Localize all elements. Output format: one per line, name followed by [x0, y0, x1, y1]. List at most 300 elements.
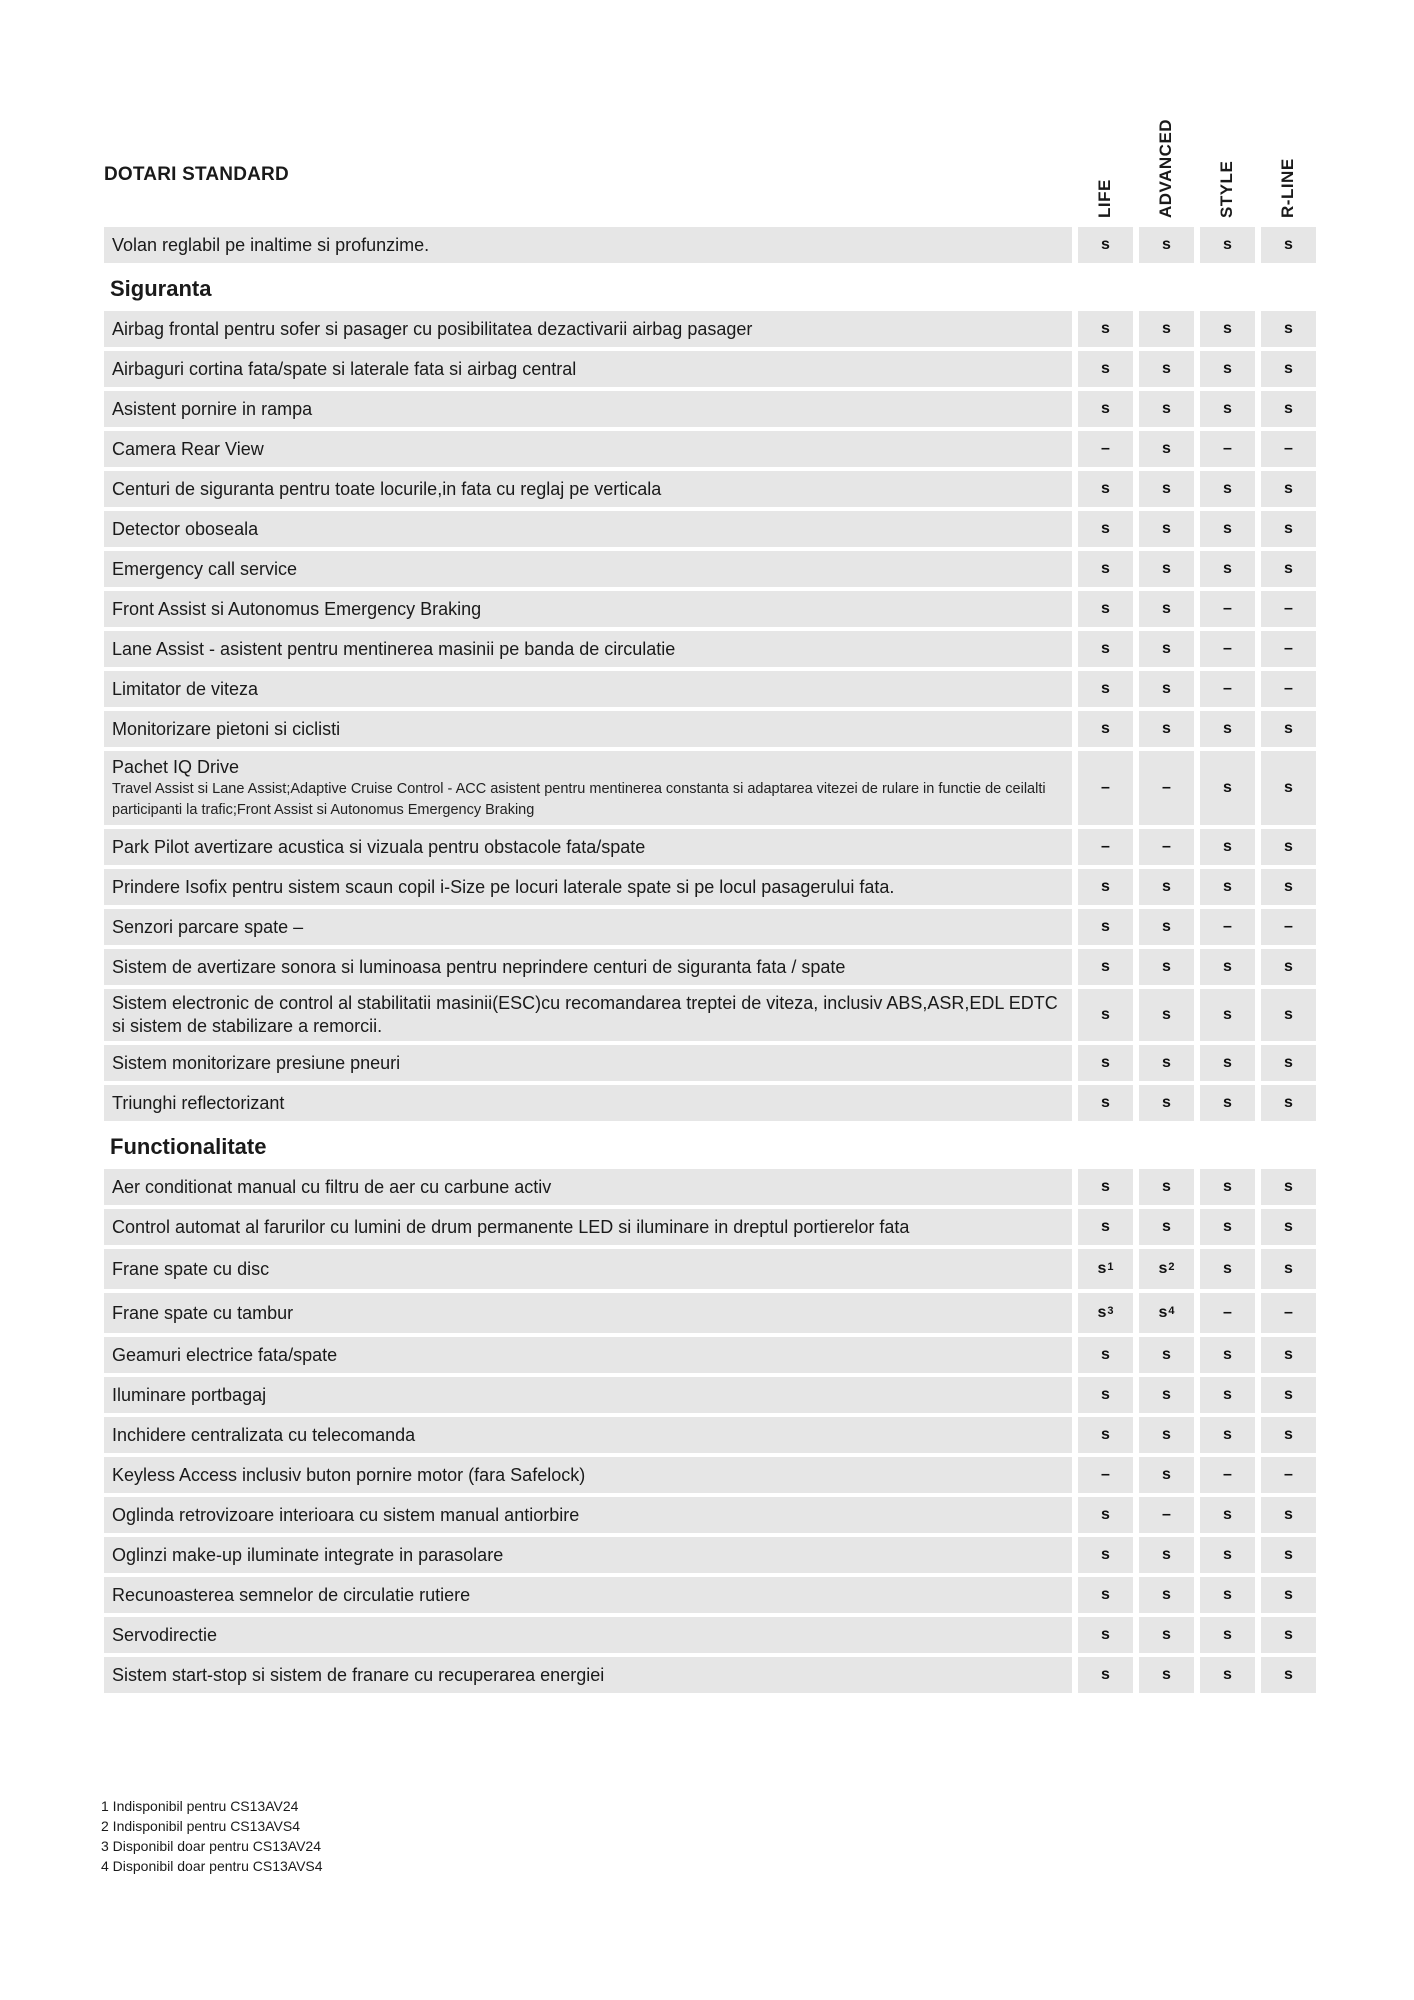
value-cell-advanced [1139, 989, 1194, 1041]
row-label [104, 351, 1072, 387]
value-cell-advanced [1139, 1169, 1194, 1205]
value-text: s [1162, 1626, 1171, 1643]
value-text: s [1284, 1426, 1293, 1443]
value-cell-advanced [1139, 431, 1194, 467]
value-cell-r-line [1261, 1457, 1316, 1493]
value-cell-advanced [1139, 1249, 1194, 1289]
row-label [104, 1537, 1072, 1573]
value-cell-r-line [1261, 989, 1316, 1041]
table-row [104, 511, 1320, 547]
value-text: s [1284, 1178, 1293, 1195]
table-title: DOTARI STANDARD [104, 164, 289, 185]
table-header [104, 120, 1320, 226]
value-cell-life [1078, 751, 1133, 825]
row-label [104, 829, 1072, 865]
row-label [104, 909, 1072, 945]
value-cell-life [1078, 1293, 1133, 1333]
value-text: s [1223, 1386, 1232, 1403]
value-text: s [1101, 1054, 1110, 1071]
value-cell-style [1200, 311, 1255, 347]
value-text: s [1097, 1260, 1107, 1277]
value-cell-style [1200, 1045, 1255, 1081]
feature-name: Sistem de avertizare sonora si luminoasa pentru neprindere centuri de siguranta fata / spate [112, 956, 846, 977]
value-text: s [1101, 320, 1110, 337]
value-text: s [1101, 1426, 1110, 1443]
value-cell-life [1078, 551, 1133, 587]
feature-name: Prindere Isofix pentru sistem scaun copil i-Size pe locuri laterale spate si pe locul pasagerului fata. [112, 876, 895, 897]
value-cell-r-line [1261, 591, 1316, 627]
value-text: s [1284, 838, 1293, 855]
value-cell-style [1200, 391, 1255, 427]
row-label [104, 1577, 1072, 1613]
value-text: s [1223, 480, 1232, 497]
value-text: s [1158, 1304, 1168, 1321]
value-text: s [1223, 1346, 1232, 1363]
row-label [104, 1169, 1072, 1205]
value-cell-advanced [1139, 1377, 1194, 1413]
value-text: s [1284, 520, 1293, 537]
feature-name: Sistem monitorizare presiune pneuri [112, 1052, 401, 1073]
row-label [104, 671, 1072, 707]
value-cell-life [1078, 1045, 1133, 1081]
value-cell-r-line [1261, 551, 1316, 587]
value-cell-advanced [1139, 869, 1194, 905]
table-row [104, 1209, 1320, 1245]
footnote: 2 Indisponibil pentru CS13AVS4 [101, 1818, 300, 1834]
value-cell-style [1200, 1209, 1255, 1245]
value-text: s [1101, 600, 1110, 617]
section-title: Siguranta [110, 276, 212, 301]
value-text: s [1223, 1666, 1232, 1683]
table-row [104, 631, 1320, 667]
value-text: s [1223, 1094, 1232, 1111]
value-cell-style [1200, 631, 1255, 667]
value-cell-r-line [1261, 351, 1316, 387]
feature-name: Geamuri electrice fata/spate [112, 1344, 338, 1365]
value-cell-style [1200, 949, 1255, 985]
value-text: – [1223, 600, 1232, 617]
footnote: 4 Disponibil doar pentru CS13AVS4 [101, 1858, 323, 1874]
feature-name: Control automat al farurilor cu lumini de drum permanente LED si iluminare in dreptul portierelor fata [112, 1216, 910, 1237]
row-label [104, 1417, 1072, 1453]
value-cell-life [1078, 829, 1133, 865]
value-text: – [1284, 600, 1293, 617]
value-text: – [1162, 1506, 1171, 1523]
value-cell-r-line [1261, 1537, 1316, 1573]
value-text: – [1223, 1466, 1232, 1483]
table-row [104, 1457, 1320, 1493]
value-text: s [1162, 1178, 1171, 1195]
footnote: 1 Indisponibil pentru CS13AV24 [101, 1798, 299, 1814]
value-text: s [1284, 1626, 1293, 1643]
value-cell-style [1200, 1577, 1255, 1613]
value-cell-style [1200, 471, 1255, 507]
value-text: s [1223, 1426, 1232, 1443]
value-cell-r-line [1261, 751, 1316, 825]
row-label [104, 631, 1072, 667]
value-text: – [1284, 640, 1293, 657]
feature-name: Recunoasterea semnelor de circulatie rutiere [112, 1584, 471, 1605]
value-text: s [1097, 1304, 1107, 1321]
value-text: s [1223, 779, 1232, 796]
value-text: s [1223, 1054, 1232, 1071]
value-cell-style [1200, 829, 1255, 865]
row-label [104, 227, 1072, 263]
value-cell-life [1078, 1617, 1133, 1653]
table-row [104, 989, 1320, 1041]
value-cell-style [1200, 1537, 1255, 1573]
footnote: 3 Disponibil doar pentru CS13AV24 [101, 1838, 321, 1854]
value-text: s [1101, 400, 1110, 417]
value-cell-r-line [1261, 711, 1316, 747]
value-cell-style [1200, 351, 1255, 387]
value-cell-r-line [1261, 949, 1316, 985]
footnote-marker: 2 [1168, 1261, 1175, 1273]
row-label [104, 511, 1072, 547]
table-row [104, 1377, 1320, 1413]
row-label [104, 949, 1072, 985]
value-cell-style [1200, 1249, 1255, 1289]
footnotes [101, 1796, 323, 1876]
value-cell-style [1200, 1457, 1255, 1493]
value-cell-advanced [1139, 1537, 1194, 1573]
column-header-advanced: ADVANCED [1156, 118, 1175, 218]
value-text: s [1284, 720, 1293, 737]
footnote-marker: 4 [1168, 1305, 1175, 1317]
feature-name: Oglinda retrovizoare interioara cu sistem manual antiorbire [112, 1504, 580, 1525]
value-text: – [1284, 1304, 1293, 1321]
table-row [104, 471, 1320, 507]
value-cell-life [1078, 711, 1133, 747]
value-text: s [1284, 320, 1293, 337]
value-text: s [1162, 1218, 1171, 1235]
value-text: s [1223, 1546, 1232, 1563]
value-cell-advanced [1139, 1085, 1194, 1121]
value-text: s [1101, 1386, 1110, 1403]
value-text: – [1101, 779, 1110, 796]
value-text: s [1284, 958, 1293, 975]
value-cell-advanced [1139, 391, 1194, 427]
feature-details: Travel Assist si Lane Assist;Adaptive Cruise Control - ACC asistent pentru mentinerea constanta si adaptarea vitezei de rulare in functie de ceilalti participanti la trafic;Front Assist si Autonomus Emergency Braking [112, 780, 1046, 818]
value-text: s [1162, 480, 1171, 497]
value-text: s [1101, 640, 1110, 657]
value-cell-life [1078, 631, 1133, 667]
value-cell-advanced [1139, 311, 1194, 347]
table-row [104, 751, 1320, 825]
feature-name: Asistent pornire in rampa [112, 398, 313, 419]
value-text: s [1162, 1094, 1171, 1111]
table-row [104, 551, 1320, 587]
feature-name: Pachet IQ Drive [112, 756, 240, 777]
value-text: – [1223, 640, 1232, 657]
value-cell-life [1078, 1249, 1133, 1289]
value-text: s [1162, 1346, 1171, 1363]
value-text: – [1162, 838, 1171, 855]
value-cell-advanced [1139, 1417, 1194, 1453]
value-cell-life [1078, 1577, 1133, 1613]
feature-name: Servodirectie [112, 1624, 218, 1645]
feature-name: Centuri de siguranta pentru toate locurile,in fata cu reglaj pe verticala [112, 478, 662, 499]
value-text: s [1284, 878, 1293, 895]
value-cell-advanced [1139, 591, 1194, 627]
value-cell-style [1200, 1657, 1255, 1693]
column-headers [1078, 120, 1320, 226]
value-text: s [1162, 1006, 1171, 1023]
value-cell-r-line [1261, 1497, 1316, 1533]
value-cell-r-line [1261, 1045, 1316, 1081]
value-cell-style [1200, 1497, 1255, 1533]
value-text: s [1162, 1426, 1171, 1443]
value-text: s [1284, 1054, 1293, 1071]
value-cell-life [1078, 1169, 1133, 1205]
value-text: s [1223, 958, 1232, 975]
feature-name: Frane spate cu disc [112, 1258, 270, 1279]
value-cell-life [1078, 511, 1133, 547]
value-cell-advanced [1139, 909, 1194, 945]
value-cell-r-line [1261, 1085, 1316, 1121]
value-cell-r-line [1261, 909, 1316, 945]
value-text: s [1162, 680, 1171, 697]
row-label [104, 711, 1072, 747]
value-text: s [1101, 1666, 1110, 1683]
feature-name: Limitator de viteza [112, 678, 259, 699]
value-text: s [1223, 320, 1232, 337]
table-row [104, 1169, 1320, 1205]
value-cell-advanced [1139, 949, 1194, 985]
value-cell-advanced [1139, 471, 1194, 507]
value-cell-life [1078, 1457, 1133, 1493]
value-text: s [1162, 1466, 1171, 1483]
value-text: s [1284, 1260, 1293, 1277]
value-cell-r-line [1261, 431, 1316, 467]
value-text: s [1223, 1626, 1232, 1643]
table-row [104, 591, 1320, 627]
value-cell-life [1078, 989, 1133, 1041]
value-text: s [1101, 1626, 1110, 1643]
value-cell-life [1078, 227, 1133, 263]
value-text: s [1101, 236, 1110, 253]
value-text: s [1101, 480, 1110, 497]
row-label [104, 1377, 1072, 1413]
row-label [104, 869, 1072, 905]
value-text: s [1101, 1218, 1110, 1235]
footnote-marker: 3 [1107, 1305, 1114, 1317]
table-row [104, 311, 1320, 347]
value-cell-advanced [1139, 631, 1194, 667]
value-cell-style [1200, 1293, 1255, 1333]
value-cell-life [1078, 591, 1133, 627]
table-row [104, 1417, 1320, 1453]
column-header-style: STYLE [1217, 160, 1236, 218]
value-cell-r-line [1261, 829, 1316, 865]
value-cell-r-line [1261, 1577, 1316, 1613]
table-row [104, 1577, 1320, 1613]
value-cell-style [1200, 431, 1255, 467]
table-row [104, 431, 1320, 467]
value-text: s [1223, 1260, 1232, 1277]
row-label [104, 989, 1072, 1041]
table-row [104, 391, 1320, 427]
value-cell-advanced [1139, 351, 1194, 387]
value-text: s [1284, 1546, 1293, 1563]
value-text: s [1101, 680, 1110, 697]
feature-name: Front Assist si Autonomus Emergency Braking [112, 598, 482, 619]
value-cell-advanced [1139, 1577, 1194, 1613]
feature-name: Lane Assist - asistent pentru mentinerea masinii pe banda de circulatie [112, 638, 676, 659]
feature-name: Aer conditionat manual cu filtru de aer cu carbune activ [112, 1176, 552, 1197]
feature-name: Volan reglabil pe inaltime si profunzime. [112, 234, 430, 255]
footnote-marker: 1 [1107, 1261, 1114, 1273]
value-text: s [1162, 1386, 1171, 1403]
value-text: s [1223, 360, 1232, 377]
value-cell-life [1078, 1209, 1133, 1245]
value-text: – [1101, 1466, 1110, 1483]
table-row [104, 1045, 1320, 1081]
row-label [104, 1249, 1072, 1289]
feature-name: Inchidere centralizata cu telecomanda [112, 1424, 416, 1445]
value-text: s [1284, 400, 1293, 417]
value-text: s [1284, 1386, 1293, 1403]
value-text: s [1162, 1666, 1171, 1683]
value-cell-style [1200, 989, 1255, 1041]
feature-name: Airbag frontal pentru sofer si pasager cu posibilitatea dezactivarii airbag pasager [112, 318, 753, 339]
row-label [104, 471, 1072, 507]
row-label [104, 591, 1072, 627]
value-text: s [1101, 1094, 1110, 1111]
value-text: s [1284, 1666, 1293, 1683]
row-label [104, 1209, 1072, 1245]
value-cell-life [1078, 1085, 1133, 1121]
value-text: s [1284, 1586, 1293, 1603]
value-text: s [1284, 1506, 1293, 1523]
value-text: s [1101, 878, 1110, 895]
value-text: – [1223, 440, 1232, 457]
value-text: – [1284, 680, 1293, 697]
value-text: – [1284, 440, 1293, 457]
table-row [104, 1537, 1320, 1573]
value-cell-style [1200, 751, 1255, 825]
table-row [104, 1337, 1320, 1373]
table-row [104, 1497, 1320, 1533]
table-row [104, 671, 1320, 707]
value-text: s [1162, 918, 1171, 935]
value-cell-life [1078, 671, 1133, 707]
value-text: s [1101, 918, 1110, 935]
value-cell-life [1078, 431, 1133, 467]
value-cell-style [1200, 1377, 1255, 1413]
value-cell-life [1078, 391, 1133, 427]
feature-name: Park Pilot avertizare acustica si vizuala pentru obstacole fata/spate [112, 836, 646, 857]
value-cell-r-line [1261, 391, 1316, 427]
value-text: s [1101, 1506, 1110, 1523]
value-cell-life [1078, 351, 1133, 387]
column-header-r-line: R-LINE [1278, 158, 1297, 218]
value-text: s [1101, 360, 1110, 377]
row-label [104, 431, 1072, 467]
value-text: s [1162, 878, 1171, 895]
feature-name: Airbaguri cortina fata/spate si laterale fata si airbag central [112, 358, 577, 379]
table-row [104, 1617, 1320, 1653]
value-cell-style [1200, 511, 1255, 547]
value-text: s [1162, 520, 1171, 537]
value-text: s [1158, 1260, 1168, 1277]
value-cell-r-line [1261, 1293, 1316, 1333]
row-label [104, 1657, 1072, 1693]
value-cell-advanced [1139, 1209, 1194, 1245]
value-cell-r-line [1261, 227, 1316, 263]
feature-name: Oglinzi make-up iluminate integrate in parasolare [112, 1544, 504, 1565]
feature-name: Emergency call service [112, 558, 298, 579]
value-cell-advanced [1139, 1293, 1194, 1333]
value-text: s [1162, 440, 1171, 457]
value-text: – [1284, 918, 1293, 935]
value-text: s [1162, 1546, 1171, 1563]
value-cell-r-line [1261, 1657, 1316, 1693]
value-text: s [1162, 640, 1171, 657]
value-text: s [1284, 1006, 1293, 1023]
value-text: s [1101, 1546, 1110, 1563]
value-cell-advanced [1139, 1457, 1194, 1493]
value-cell-style [1200, 869, 1255, 905]
value-cell-r-line [1261, 1377, 1316, 1413]
value-cell-advanced [1139, 671, 1194, 707]
row-label [104, 1457, 1072, 1493]
table-row [104, 711, 1320, 747]
value-text: s [1162, 400, 1171, 417]
feature-name: Frane spate cu tambur [112, 1302, 294, 1323]
value-text: s [1284, 1094, 1293, 1111]
value-cell-r-line [1261, 869, 1316, 905]
value-text: – [1223, 1304, 1232, 1321]
row-label [104, 1085, 1072, 1121]
feature-name: Sistem start-stop si sistem de franare cu recuperarea energiei [112, 1664, 605, 1685]
value-text: – [1101, 838, 1110, 855]
value-cell-r-line [1261, 671, 1316, 707]
value-cell-style [1200, 551, 1255, 587]
value-text: s [1223, 720, 1232, 737]
value-cell-r-line [1261, 1617, 1316, 1653]
value-text: s [1101, 958, 1110, 975]
value-text: s [1284, 560, 1293, 577]
table-row [104, 227, 1320, 263]
value-cell-advanced [1139, 1657, 1194, 1693]
section-title: Functionalitate [110, 1134, 267, 1159]
value-text: s [1223, 878, 1232, 895]
row-label [104, 311, 1072, 347]
value-cell-style [1200, 1169, 1255, 1205]
value-text: s [1162, 1586, 1171, 1603]
value-cell-life [1078, 909, 1133, 945]
value-cell-style [1200, 1617, 1255, 1653]
value-text: – [1223, 680, 1232, 697]
row-label [104, 551, 1072, 587]
value-cell-r-line [1261, 631, 1316, 667]
value-cell-advanced [1139, 1337, 1194, 1373]
value-cell-r-line [1261, 1337, 1316, 1373]
value-text: s [1223, 1586, 1232, 1603]
value-text: s [1101, 1178, 1110, 1195]
row-label [104, 1337, 1072, 1373]
value-cell-life [1078, 949, 1133, 985]
value-cell-style [1200, 671, 1255, 707]
value-text: s [1284, 236, 1293, 253]
feature-name: Monitorizare pietoni si ciclisti [112, 718, 341, 739]
value-text: s [1223, 1006, 1232, 1023]
value-cell-advanced [1139, 751, 1194, 825]
value-cell-advanced [1139, 227, 1194, 263]
value-text: s [1223, 1506, 1232, 1523]
value-cell-r-line [1261, 1209, 1316, 1245]
